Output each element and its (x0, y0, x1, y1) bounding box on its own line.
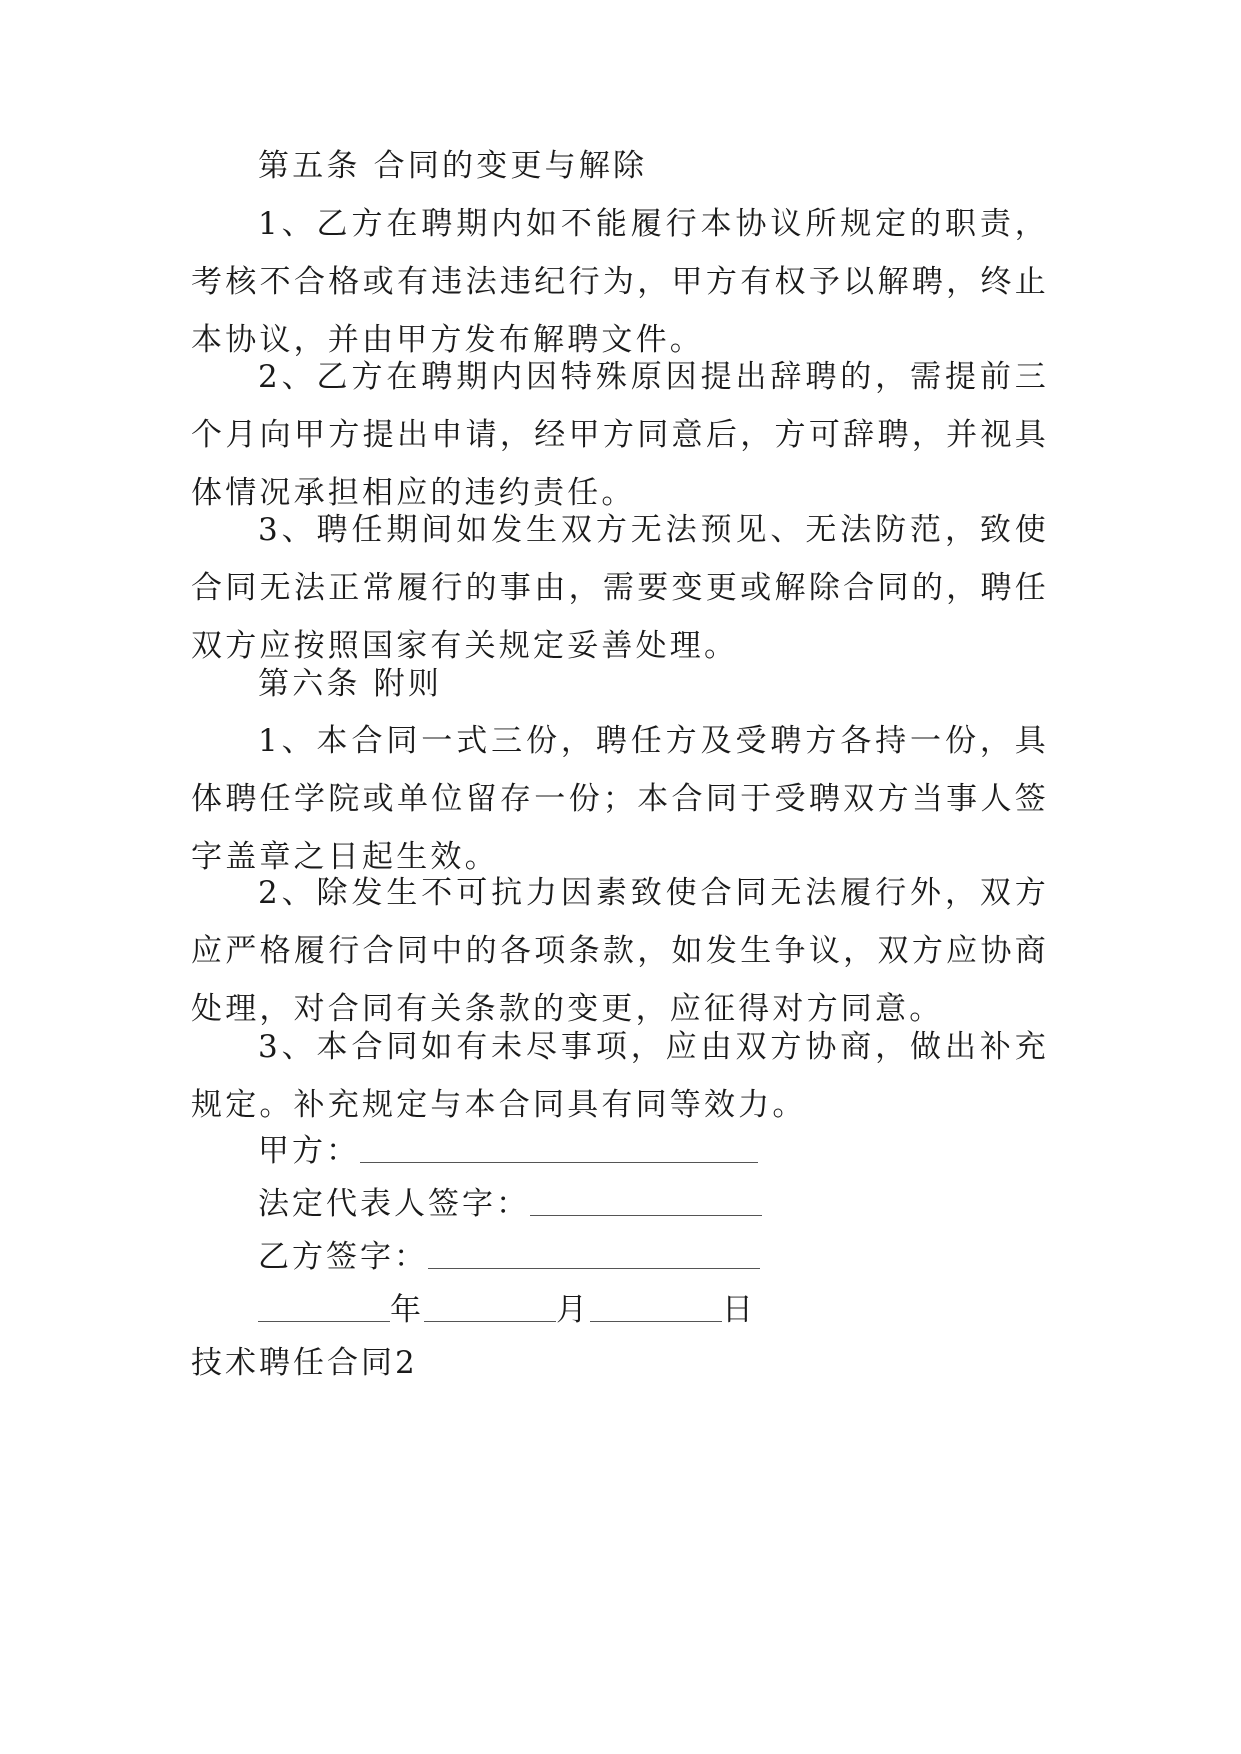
section5-clause-2: 2、乙方在聘期内因特殊原因提出辞聘的，需提前三个月向甲方提出申请，经甲方同意后，方可辞聘，并视具体情况承担相应的违约责任。 (191, 359, 1049, 511)
year-label: 年 (390, 1292, 424, 1328)
party-a-signature-line (258, 1122, 758, 1180)
party-b-signature-line (258, 1228, 760, 1286)
section5-heading: 第五条 合同的变更与解除 (258, 148, 648, 184)
party-a-label: 甲方： (258, 1133, 360, 1169)
next-document-title: 技术聘任合同2 (191, 1345, 418, 1381)
party-b-blank[interactable] (428, 1238, 760, 1269)
legal-rep-blank[interactable] (530, 1185, 762, 1216)
section6-clause-2: 2、除发生不可抗力因素致使合同无法履行外，双方应严格履行合同中的各项条款，如发生争议，双方应协商处理，对合同有关条款的变更，应征得对方同意。 (191, 875, 1049, 1027)
year-blank[interactable] (258, 1291, 390, 1322)
legal-rep-label: 法定代表人签字： (258, 1186, 530, 1222)
month-blank[interactable] (424, 1291, 556, 1322)
section5-clause-3: 3、聘任期间如发生双方无法预见、无法防范，致使合同无法正常履行的事由，需要变更或解除合同的，聘任双方应按照国家有关规定妥善处理。 (191, 512, 1049, 664)
day-blank[interactable] (590, 1291, 722, 1322)
party-b-label: 乙方签字： (258, 1239, 428, 1275)
section6-clause-3: 3、本合同如有未尽事项，应由双方协商，做出补充规定。补充规定与本合同具有同等效力。 (191, 1029, 1049, 1123)
legal-rep-signature-line (258, 1175, 762, 1233)
month-label: 月 (556, 1292, 590, 1328)
section6-heading: 第六条 附则 (258, 666, 443, 702)
day-label: 日 (722, 1292, 756, 1328)
section5-clause-1: 1、乙方在聘期内如不能履行本协议所规定的职责，考核不合格或有违法违纪行为，甲方有权予以解聘，终止本协议，并由甲方发布解聘文件。 (191, 206, 1049, 358)
date-line (258, 1281, 756, 1339)
party-a-blank[interactable] (360, 1132, 758, 1163)
section6-clause-1: 1、本合同一式三份，聘任方及受聘方各持一份，具体聘任学院或单位留存一份；本合同于受聘双方当事人签字盖章之日起生效。 (191, 723, 1049, 875)
